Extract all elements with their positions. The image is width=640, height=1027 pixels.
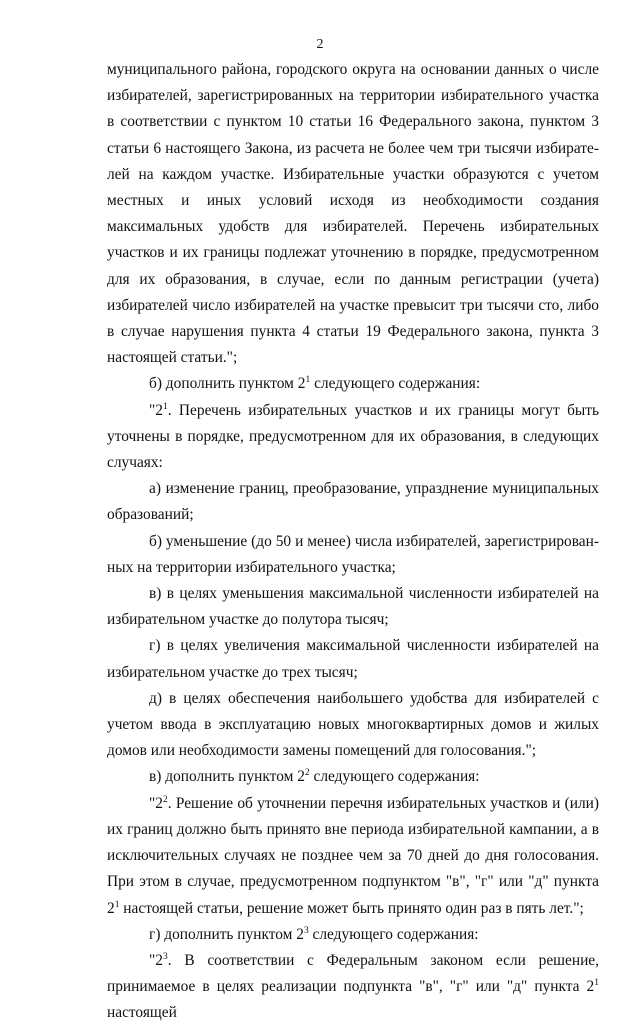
- paragraph: [107, 948, 599, 1027]
- text-segment: а) изменение границ, преобразование, упразднение муниципальных образований;: [107, 480, 599, 524]
- paragraph: [107, 57, 599, 371]
- paragraph: [107, 633, 599, 685]
- paragraph: [107, 371, 599, 397]
- text-segment: . Перечень избирательных участков и их границы могут быть уточнены в порядке, предусмотренном для их образования, в следующих случаях:: [107, 401, 599, 472]
- page-number: 2: [316, 37, 324, 52]
- text-segment: муниципального района, городского округа на основании данных о числе избирателей, зарегистрированных на территории избирательного участка в соответствии с пунктом 10 статьи 16 Федерального закона, пунктом 3 статьи 6 настоящего Закона, из расчета не более чем три тысячи избирателей на каждом участке. Избирательные участки образуются с учетом местных и иных условий исходя из необходимости создания максимальных удобств для избирателей. Перечень избирательных участков и их границы подлежат уточнению в порядке, предусмотренном для их образования, в случае, если по данным регистрации (учета) избирателей число избирателей на участке превысит три тысячи сто, либо в случае нарушения пункта 4 статьи 19 Федерального закона, пункта 3 настоящей статьи.";: [107, 61, 599, 367]
- text-segment: . В соответствии с Федеральным законом если решение, принимаемое в целях реализации подпункта "в", "г" или "д" пункта 2: [107, 951, 599, 996]
- text-segment: . Решение об уточнении перечня избирательных участков и (или) их границ должно быть принято вне периода избирательной кампании, а в исключительных случаях не позднее чем за 70 дней до дня голосования. При этом в случае, предусмотренном подпунктом "в", "г" или "д" пункта 2: [107, 794, 599, 917]
- text-segment: в) в целях уменьшения максимальной численности избирателей на избирательном участке до полутора тысяч;: [107, 585, 599, 629]
- paragraph: [107, 791, 599, 922]
- paragraph: [107, 764, 599, 790]
- superscript: 1: [114, 899, 120, 910]
- text-segment: "2: [149, 951, 163, 969]
- text-segment: настоящей: [107, 1004, 177, 1022]
- text-segment: д) в целях обеспечения наибольшего удобства для избирателей с учетом ввода в эксплуатацию новых многоквартирных домов и жилых домов или необходимости замены помещений для голосования.";: [107, 689, 599, 760]
- paragraph: [107, 686, 599, 765]
- superscript: 3: [303, 925, 309, 936]
- superscript: 2: [304, 768, 310, 779]
- text-segment: настоящей статьи, решение может быть принято один раз в пять лет.";: [119, 899, 584, 917]
- paragraph: [107, 581, 599, 633]
- paragraph: [107, 529, 599, 581]
- text-segment: следующего содержания:: [309, 768, 480, 786]
- document-body: [107, 57, 599, 1027]
- text-segment: г) в целях увеличения максимальной численности избирателей на избирательном участке до трех тысяч;: [107, 637, 599, 681]
- superscript: 1: [305, 375, 311, 386]
- paragraph: [107, 398, 599, 477]
- text-segment: в) дополнить пунктом 2: [149, 768, 305, 786]
- text-segment: следующего содержания:: [308, 925, 479, 943]
- text-segment: г) дополнить пунктом 2: [149, 925, 304, 943]
- text-segment: следующего содержания:: [310, 375, 481, 393]
- paragraph: [107, 476, 599, 528]
- superscript: 2: [162, 794, 168, 805]
- text-segment: б) уменьшение (до 50 и менее) числа избирателей, зарегистрированных на территории избирательного участка;: [107, 532, 599, 576]
- text-segment: б) дополнить пунктом 2: [149, 375, 306, 393]
- text-segment: "2: [149, 794, 163, 812]
- paragraph: [107, 922, 599, 948]
- text-segment: "2: [149, 401, 163, 419]
- superscript: 3: [162, 951, 168, 962]
- superscript: 1: [594, 978, 599, 989]
- superscript: 1: [162, 401, 168, 412]
